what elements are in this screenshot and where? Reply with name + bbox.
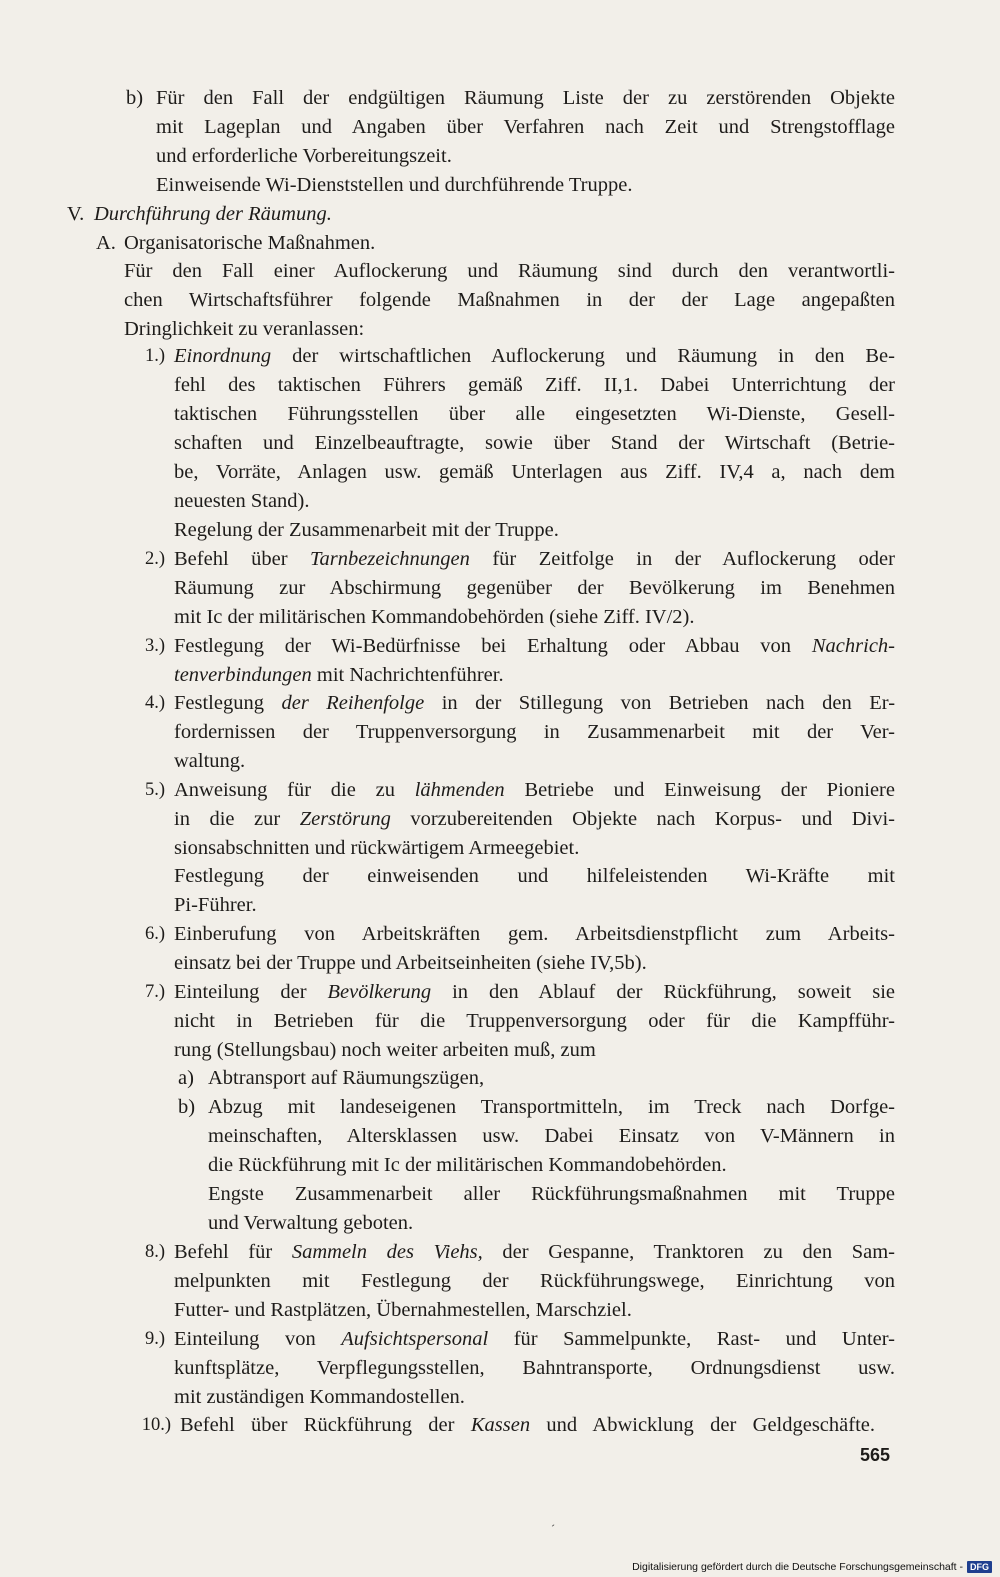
item-7b-line-5: und Verwaltung geboten.: [208, 1212, 414, 1234]
item-9-number: 9.): [144, 1329, 165, 1349]
scan-mark: ˊ: [551, 1522, 555, 1536]
item-3-number: 3.): [144, 636, 165, 656]
item-7b-line-1: Abzug mit landeseigenen Transportmitteln, im Treck nach Dorfge-: [208, 1096, 895, 1118]
item-10-emph: Kassen: [470, 1414, 531, 1436]
intro-line-3: Dringlichkeit zu veranlassen:: [124, 318, 365, 340]
item-9-line-2: kunftsplätze, Verpflegungsstellen, Bahntransporte, Ordnungsdienst usw.: [174, 1357, 895, 1379]
item-1-line-6: neuesten Stand).: [174, 490, 310, 512]
item-1-line-5: be, Vorräte, Anlagen usw. gemäß Unterlagen aus Ziff. IV,4 a, nach dem: [174, 461, 895, 483]
section-v-label: V.: [67, 203, 85, 225]
item-3-line-1: Festlegung der Wi-Bedürfnisse bei Erhaltung oder Abbau von Nachrich-: [174, 635, 895, 657]
item-1-number: 1.): [144, 346, 165, 366]
section-a-label: A.: [96, 232, 116, 254]
item-5-emph-b: Zerstörung: [299, 808, 391, 830]
item-5-emph-a: lähmenden: [414, 779, 505, 801]
item-3-line-2: tenverbindungen mit Nachrichtenführer.: [174, 664, 504, 686]
item-7b-line-3: die Rückführung mit Ic der militärischen Kommandobehörden.: [208, 1154, 727, 1176]
item-2-emph: Tarnbezeichnungen: [310, 548, 470, 570]
item-6-line-2: einsatz bei der Truppe und Arbeitseinheiten (siehe IV,5b).: [174, 952, 647, 974]
item-7b-line-2: meinschaften, Altersklassen usw. Dabei Einsatz von V-Männern in: [208, 1125, 895, 1147]
item-3-emph-a: Nachrich-: [811, 635, 895, 657]
item-7a-label: a): [178, 1067, 194, 1089]
item-b-line-3: und erforderliche Vorbereitungszeit.: [156, 145, 452, 167]
item-3-emph-b: tenverbindungen: [174, 664, 312, 686]
item-10-number: 10.): [141, 1415, 171, 1435]
item-1-line-4: schaften und Einzelbeauftragte, sowie über Stand der Wirtschaft (Betrie-: [174, 432, 895, 454]
item-1-line-2: fehl des taktischen Führers gemäß Ziff. II,1. Dabei Unterrichtung der: [174, 374, 895, 396]
item-b-line-1: Für den Fall der endgültigen Räumung Liste der zu zerstörenden Objekte: [156, 87, 895, 109]
item-9-line-3: mit zuständigen Kommandostellen.: [174, 1386, 465, 1408]
item-7b-line-4: Engste Zusammenarbeit aller Rückführungsmaßnahmen mit Truppe: [208, 1183, 895, 1205]
item-4-number: 4.): [144, 693, 165, 713]
item-10-line-1: Befehl über Rückführung der Kassen und Abwicklung der Geldgeschäfte.: [180, 1414, 876, 1436]
item-b-label: b): [126, 87, 144, 109]
item-9-emph: Aufsichtspersonal: [341, 1328, 489, 1350]
item-5-line-3: sionsabschnitten und rückwärtigem Armeegebiet.: [174, 837, 580, 859]
section-v-title: Durchführung der Räumung.: [94, 203, 332, 225]
item-7-line-1: Einteilung der Bevölkerung in den Ablauf der Rückführung, soweit sie: [174, 981, 895, 1003]
item-8-emph: Sammeln des Viehs,: [291, 1241, 483, 1263]
item-4-line-3: waltung.: [174, 750, 246, 772]
item-1-line-7: Regelung der Zusammenarbeit mit der Truppe.: [174, 519, 559, 541]
item-1-line-1: Einordnung der wirtschaftlichen Auflockerung und Räumung in den Be-: [174, 345, 895, 367]
page-number: 565: [860, 1445, 891, 1465]
item-6-line-1: Einberufung von Arbeitskräften gem. Arbeitsdienstpflicht zum Arbeits-: [174, 923, 895, 945]
item-5-line-2: in die zur Zerstörung vorzubereitenden Objekte nach Korpus- und Divi-: [174, 808, 895, 830]
item-6-number: 6.): [144, 924, 165, 944]
item-4-emph: der Reihenfolge: [281, 692, 425, 714]
dfg-logo: DFG: [967, 1561, 992, 1573]
item-2-number: 2.): [144, 549, 165, 569]
item-5-line-5: Pi-Führer.: [174, 894, 257, 916]
item-7-line-3: rung (Stellungsbau) noch weiter arbeiten muß, zum: [174, 1039, 596, 1061]
intro-line-1: Für den Fall einer Auflockerung und Räumung sind durch den verantwortli-: [124, 260, 895, 282]
item-b-line-2: mit Lageplan und Angaben über Verfahren nach Zeit und Strengstofflage: [156, 116, 895, 138]
item-8-line-3: Futter- und Rastplätzen, Übernahmestellen, Marschziel.: [174, 1299, 632, 1321]
item-1-line-3: taktischen Führungsstellen über alle eingesetzten Wi-Dienste, Gesell-: [174, 403, 895, 425]
item-7a-line-1: Abtransport auf Räumungszügen,: [208, 1067, 485, 1089]
item-5-line-4: Festlegung der einweisenden und hilfeleistenden Wi-Kräfte mit: [174, 865, 895, 887]
item-5-number: 5.): [144, 780, 165, 800]
section-a-title: Organisatorische Maßnahmen.: [124, 232, 376, 254]
item-7-line-2: nicht in Betrieben für die Truppenversorgung oder für die Kampfführ-: [174, 1010, 895, 1032]
item-7b-label: b): [178, 1096, 196, 1118]
item-7-number: 7.): [144, 982, 165, 1002]
item-2-line-1: Befehl über Tarnbezeichnungen für Zeitfolge in der Auflockerung oder: [174, 548, 895, 570]
item-1-emph: Einordnung: [174, 345, 272, 367]
item-2-line-2: Räumung zur Abschirmung gegenüber der Bevölkerung im Benehmen: [174, 577, 895, 599]
item-8-number: 8.): [144, 1242, 165, 1262]
item-b-line-4: Einweisende Wi-Dienststellen und durchführende Truppe.: [156, 174, 633, 196]
item-4-line-2: fordernissen der Truppenversorgung in Zusammenarbeit mit der Ver-: [174, 721, 895, 743]
item-8-line-2: melpunkten mit Festlegung der Rückführungswege, Einrichtung von: [174, 1270, 895, 1292]
item-5-line-1: Anweisung für die zu lähmenden Betriebe und Einweisung der Pioniere: [174, 779, 895, 801]
item-4-line-1: Festlegung der Reihenfolge in der Stillegung von Betrieben nach den Er-: [174, 692, 896, 714]
intro-line-2: chen Wirtschaftsführer folgende Maßnahmen in der der Lage angepaßten: [124, 289, 895, 311]
item-2-line-3: mit Ic der militärischen Kommandobehörden (siehe Ziff. IV/2).: [174, 606, 695, 628]
item-8-line-1: Befehl für Sammeln des Viehs, der Gespanne, Tranktoren zu den Sam-: [174, 1241, 895, 1263]
digitization-footer: [632, 1561, 992, 1573]
item-9-line-1: Einteilung von Aufsichtspersonal für Sammelpunkte, Rast- und Unter-: [174, 1328, 896, 1350]
item-7-emph: Bevölkerung: [327, 981, 432, 1003]
footer-text: Digitalisierung gefördert durch die Deutsche Forschungsgemeinschaft -: [632, 1561, 963, 1573]
